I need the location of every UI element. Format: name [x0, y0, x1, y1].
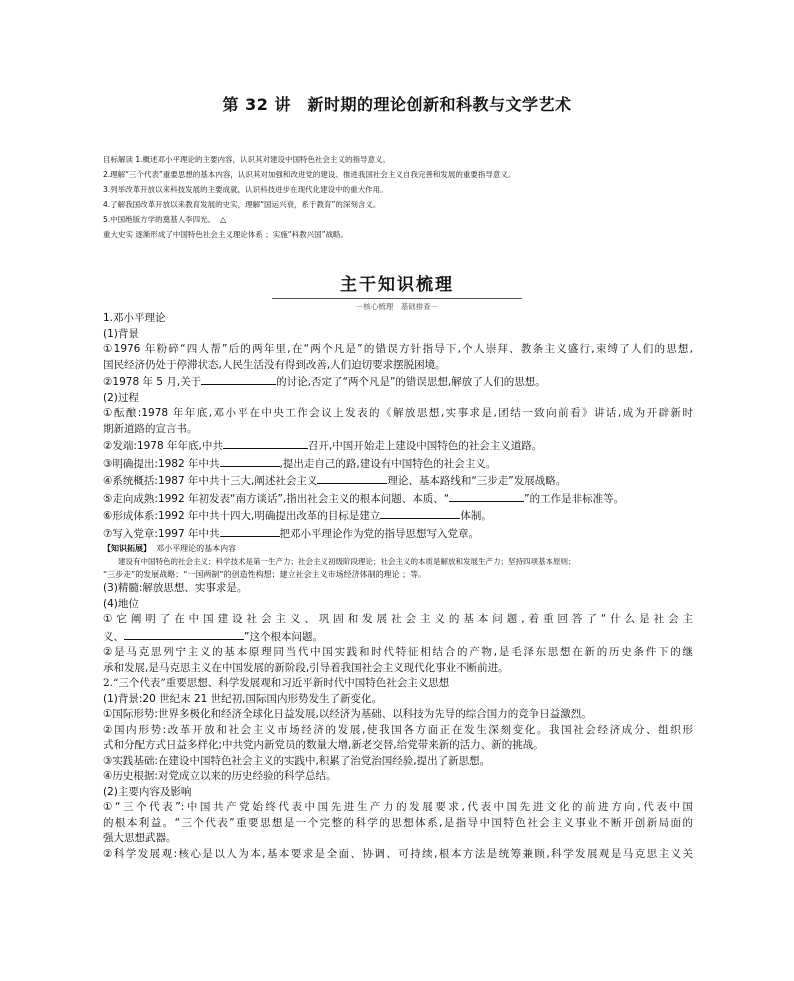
- paragraph-line: ④历史根据:对党成立以来的历史经验的科学总结。: [103, 770, 337, 782]
- fill-blank-line: ④系统概括:1987 年中共十三大,阐述社会主义 理论、基本路线和“三步走”发展战略。: [103, 472, 693, 490]
- paragraph-line: 的根本利益。“三个代表”重要思想是一个完整的科学的思想体系,是指导中国特色社会主义事业不断开创新局面的: [103, 816, 693, 829]
- fill-blank-line: ⑦写入党章:1997 年中共 把邓小平理论作为党的指导思想写入党章。: [103, 525, 693, 543]
- answer-blank[interactable]: [380, 507, 460, 519]
- knowledge-extension-heading: [103, 542, 693, 555]
- paragraph-line: ②科学发展观:核心是以人为本,基本要求是全面、协调、可持续,根本方法是统筹兼顾,科学发展观是马克思主义关: [103, 847, 693, 860]
- paragraph-line: ②是马克思列宁主义的基本原理同当代中国实践和时代特征相结合的产物,是毛泽东思想在新的历史条件下的继: [103, 646, 693, 658]
- section-title: 主干知识梳理: [340, 275, 454, 295]
- paragraph-line: 国民经济仍处于停滞状态,人民生活没有得到改善,人们迫切要求摆脱困境。: [103, 358, 446, 371]
- answer-blank[interactable]: [449, 490, 524, 502]
- fill-blank-line: ②发端:1978 年年底,中共 召开,中国开始走上建设中国特色的社会主义道路。: [103, 437, 693, 455]
- paragraph-line: ②国内形势:改革开放和社会主义市场经济的发展,使我国各方面正在发生深刻变化。我国社会经济成分、组织形: [103, 723, 693, 736]
- answer-blank[interactable]: [220, 455, 280, 467]
- subheading-background: (1)背景: [103, 327, 139, 340]
- fill-blank-line: ⑤走向成熟:1992 年初发表“南方谈话”,指出社会主义的根本问题、本质、“ ”的工作是非标准等。: [103, 490, 693, 508]
- knowledge-extension-title: 邓小平理论的基本内容: [156, 544, 237, 553]
- answer-blank[interactable]: [220, 525, 280, 537]
- lesson-title: 第 32 讲 新时期的理论创新和科教与文学艺术: [222, 95, 572, 114]
- objective-line-5: [103, 212, 703, 227]
- paragraph-line: ①1976 年粉碎“四人帮”后的两年里,在“两个凡是”的错误方针指导下,个人崇拜、教条主义盛行,束缚了人们的思想,: [103, 343, 693, 355]
- knowledge-extension-text: 建设有中国特色的社会主义；科学技术是第一生产力；社会主义初级阶段理论；社会主义的本质是解放和发展生产力；坚持四项基本原则；: [118, 557, 576, 566]
- paragraph-line: 强大思想武器。: [103, 832, 177, 844]
- subheading-main-content: (2)主要内容及影响: [103, 785, 192, 798]
- heading-deng-theory: 1.邓小平理论: [103, 312, 166, 324]
- subheading-status: (4)地位: [103, 597, 139, 610]
- fill-blank-line: 义、 ”这个根本问题。: [103, 628, 693, 646]
- paragraph-line: 承和发展,是马克思主义在中国发展的新阶段,引导着我国社会主义现代化事业不断前进。: [103, 661, 509, 674]
- answer-blank[interactable]: [223, 437, 308, 449]
- paragraph-line: ③实践基础:在建设中国特色社会主义的实践中,积累了治党治国经验,提出了新思想。: [103, 754, 491, 767]
- learning-objectives: [103, 152, 703, 242]
- knowledge-extension-tag: 【知识拓展】: [103, 544, 151, 553]
- fill-blank-line: ②1978 年 5 月,关于 的讨论,否定了“两个凡是”的错误思想,解放了人们的思想。: [103, 373, 693, 391]
- subheading-process: (2)过程: [103, 391, 139, 404]
- paragraph-line: 期新道路的宣言书。: [103, 422, 198, 435]
- paragraph-line: ①“三个代表”:中国共产党始终代表中国先进生产力的发展要求,代表中国先进文化的前进方向,代表中国: [103, 801, 693, 813]
- heading-three-represents: 2.“三个代表”重要思想、科学发展观和习近平新时代中国特色社会主义思想: [103, 677, 450, 689]
- objective-line-3: 3.列举改革开放以来科技发展的主要成就，认识科技进步在现代化建设中的重大作用。: [103, 185, 388, 194]
- knowledge-extension-text: “三步走”的发展战略；“一国两制”的创造性构想；建立社会主义市场经济体制的理论 ；等。: [103, 570, 427, 579]
- objective-line-5-text: 5.中国绝版方学的奠基人李四光。: [103, 215, 216, 224]
- section-header: [0, 270, 794, 312]
- key-events-line: 重大史实 逐渐形成了中国特色社会主义理论体系 ；实施“科教兴国”战略。: [103, 230, 349, 239]
- answer-blank[interactable]: [201, 373, 276, 385]
- objective-line-2: 2.理解“三个代表”重要思想的基本内容，认识其对加强和改进党的建设、推进我国社会主义自我完善和发展的重要指导意义。: [103, 170, 516, 179]
- answer-blank[interactable]: [317, 472, 387, 484]
- objective-line-1: 目标解读 1.概述邓小平理论的主要内容，认识其对建设中国特色社会主义的指导意义。: [103, 155, 391, 164]
- essence-line: (3)精髓:解放思想、实事求是。: [103, 582, 248, 594]
- paragraph-line: ①它阐明了在中国建设社会主义、巩固和发展社会主义的基本问题,着重回答了“什么是社会主: [103, 613, 693, 625]
- triangle-mark-icon: △: [219, 215, 227, 224]
- fill-blank-line: ③明确提出:1982 年中共 ,提出走自己的路,建设有中国特色的社会主义。: [103, 455, 693, 473]
- objective-line-4: 4.了解我国改革开放以来教育发展的史实，理解“国运兴衰，系于教育”的深刻含义。: [103, 200, 381, 209]
- paragraph-line: 式和分配方式日益多样化;中共党内新党员的数量大增,新老交替,给党带来新的活力、新的挑战。: [103, 739, 544, 751]
- paragraph-line: (1)背景:20 世纪末 21 世纪初,国际国内形势发生了新变化。: [103, 692, 382, 705]
- section-divider: [272, 298, 522, 299]
- main-content: [103, 311, 693, 862]
- paragraph-line: ①酝酿:1978 年年底,邓小平在中央工作会议上发表的《解放思想,实事求是,团结一致向前看》讲话,成为开辟新时: [103, 407, 693, 419]
- section-subtitle: －核心梳理 基础排查－: [355, 302, 439, 311]
- paragraph-line: ①国际形势:世界多极化和经济全球化日益发展,以经济为基础、以科技为先导的综合国力的竞争日益激烈。: [103, 708, 592, 720]
- answer-blank[interactable]: [124, 628, 244, 640]
- fill-blank-line: ⑥形成体系:1992 年中共十四大,明确提出改革的目标是建立 体制。: [103, 507, 693, 525]
